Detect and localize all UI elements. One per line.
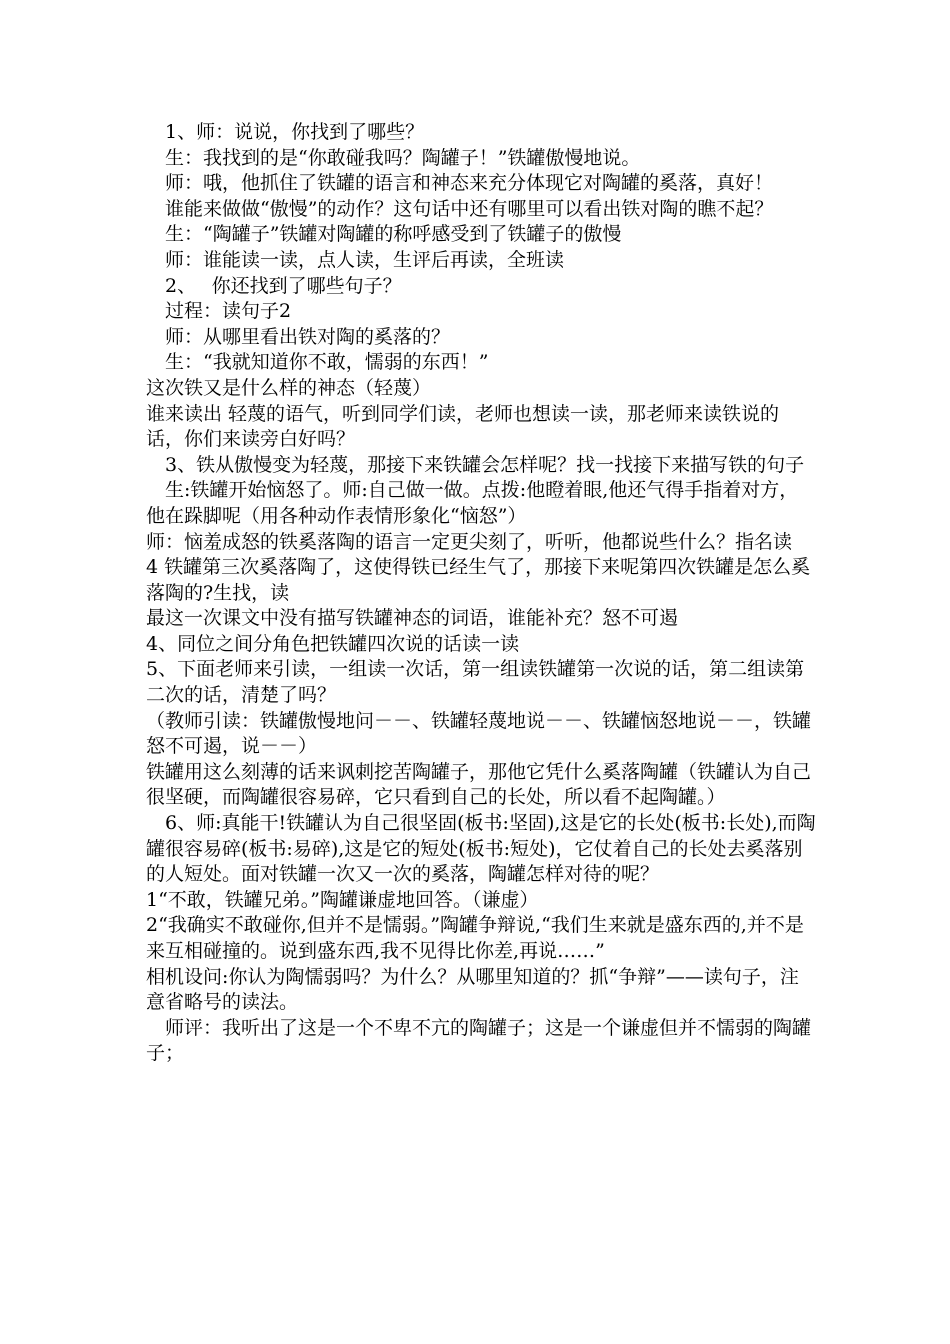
paragraph: 谁来读出 轻蔑的语气，听到同学们读，老师也想读一读，那老师来读铁说的话，你们来读旁白好吗？: [146, 402, 780, 451]
paragraph: 1“不敢，铁罐兄弟。”陶罐谦虚地回答。（谦虚）: [146, 888, 539, 911]
paragraph: 师：哦，他抓住了铁罐的语言和神态来充分体现它对陶罐的奚落，真好！: [165, 172, 774, 195]
paragraph: 谁能来做做“傲慢”的动作？这句话中还有哪里可以看出铁对陶的瞧不起？: [165, 197, 774, 220]
paragraph: 过程：读句子2: [165, 300, 292, 323]
paragraph: 生：“陶罐子”铁罐对陶罐的称呼感受到了铁罐子的傲慢: [165, 223, 622, 246]
paragraph: 相机设问:你认为陶懦弱吗？为什么？从哪里知道的？抓“争辩”——读句子，注意省略号的读法。: [146, 965, 799, 1014]
paragraph: 生：我找到的是“你敢碰我吗？陶罐子！”铁罐傲慢地说。: [165, 146, 641, 169]
paragraph: 1、师：说说，你找到了哪些？: [165, 121, 425, 143]
paragraph: 4、同位之间分角色把铁罐四次说的话读一读: [146, 632, 520, 655]
paragraph: 师：谁能读一读，点人读，生评后再读，全班读: [165, 248, 565, 271]
paragraph: 3、铁从傲慢变为轻蔑，那接下来铁罐会怎样呢？找一找接下来描写铁的句子: [165, 453, 805, 476]
paragraph: 生:铁罐开始恼怒了。师:自己做一做。点拨:他瞪着眼,他还气得手指着对方，他在跺脚呢（用各种动作表情形象化“恼怒”）: [146, 479, 799, 527]
paragraph: （教师引读：铁罐傲慢地问－－、铁罐轻蔑地说－－、铁罐恼怒地说－－，铁罐怒不可遏，说－－）: [146, 709, 812, 758]
paragraph: 生：“我就知道你不敢，懦弱的东西！”: [165, 351, 489, 374]
paragraph: 这次铁又是什么样的神态（轻蔑）: [146, 376, 432, 399]
paragraph: 最这一次课文中没有描写铁罐神态的词语，谁能补充？怒不可遏: [146, 607, 679, 630]
paragraph: 5、下面老师来引读，一组读一次话，第一组读铁罐第一次说的话，第二组读第二次的话，清楚了吗？: [146, 658, 805, 707]
paragraph: 师：从哪里看出铁对陶的奚落的？: [165, 325, 451, 348]
paragraph: 师评：我听出了这是一个不卑不亢的陶罐子；这是一个谦虚但并不懦弱的陶罐子；: [146, 1016, 812, 1065]
paragraph: 2“我确实不敢碰你,但并不是懦弱。”陶罐争辩说,“我们生来就是盛东西的,并不是来互相碰撞的。说到盛东西,我不见得比你差,再说……”: [146, 914, 804, 962]
paragraph: 师：恼羞成怒的铁奚落陶的语言一定更尖刻了，听听，他都说些什么？指名读: [146, 530, 793, 553]
paragraph: 铁罐用这么刻薄的话来讽刺挖苦陶罐子，那他它凭什么奚落陶罐（铁罐认为自己很坚硬，而陶罐很容易碎，它只看到自己的长处，所以看不起陶罐。）: [146, 760, 812, 809]
paragraph: 2、 你还找到了哪些句子？: [165, 274, 402, 297]
paragraph: 4 铁罐第三次奚落陶了，这使得铁已经生气了，那接下来呢第四次铁罐是怎么奚落陶的?生找，读: [146, 556, 811, 604]
paragraph: 6、师:真能干!铁罐认为自己很坚固(板书:坚固),这是它的长处(板书:长处),而陶罐很容易碎(板书:易碎),这是它的短处(板书:短处)，它仗着自己的长处去奚落别的人短处。面对铁罐一次又一次的奚落，陶罐怎样对待的呢？: [146, 812, 816, 886]
document-body: [146, 120, 816, 1067]
